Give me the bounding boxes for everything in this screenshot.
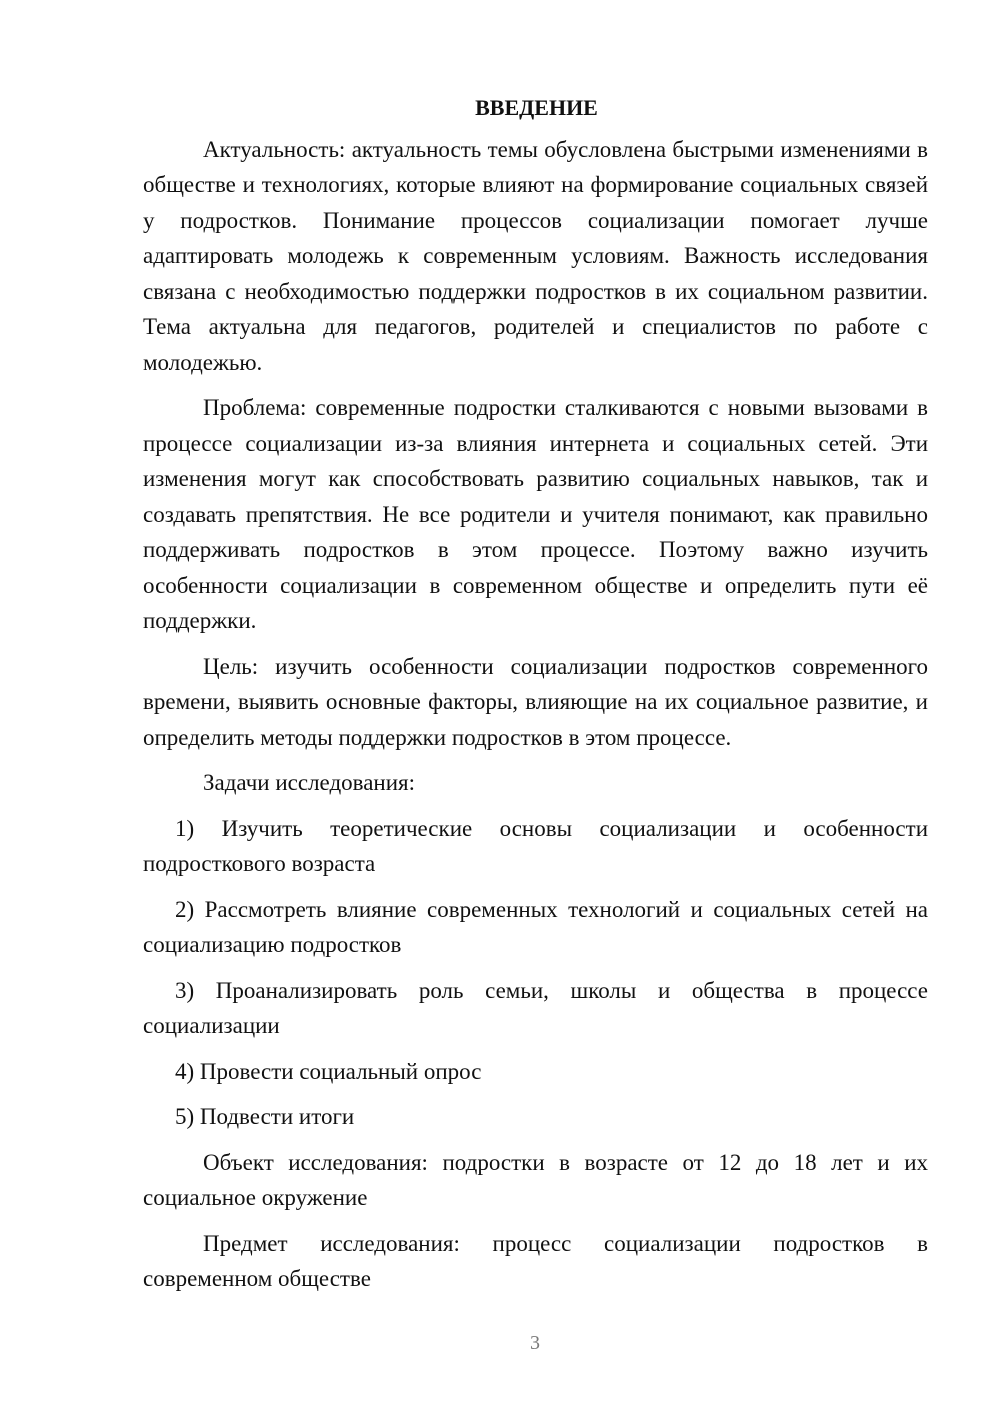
problem-paragraph: Проблема: современные подростки сталкиваются с новыми вызовами в процессе социализации из-за влияния интернета и социальных сетей. Эти изменения могут как способствовать развитию социальных навыков, так и создавать препятствия. Не все родители и учителя понимают, как правильно поддерживать подростков в этом процессе. Поэтому важно изучить особенности социализации в современном обществе и определить пути её поддержки. xyxy=(143,395,928,633)
object-paragraph: Объект исследования: подростки в возрасте от 12 до 18 лет и их социальное окружение xyxy=(143,1149,928,1210)
task-item-2: 2) Рассмотреть влияние современных технологий и социальных сетей на социализацию подростков xyxy=(143,896,928,957)
tasks-heading: Задачи исследования: xyxy=(203,770,416,795)
task-item-1: 1) Изучить теоретические основы социализации и особенности подросткового возраста xyxy=(143,815,928,876)
task-item-3: 3) Проанализировать роль семьи, школы и общества в процессе социализации xyxy=(143,977,928,1038)
page-number: 3 xyxy=(530,1332,540,1354)
task-item-5: 5) Подвести итоги xyxy=(175,1104,355,1129)
task-item-4: 4) Провести социальный опрос xyxy=(175,1058,482,1084)
page-title: ВВЕДЕНИЕ xyxy=(475,95,598,120)
page-content xyxy=(143,90,928,1297)
goal-paragraph: Цель: изучить особенности социализации подростков современного времени, выявить основные факторы, влияющие на их социальное развитие, и определить методы поддержки подростков в этом процессе. xyxy=(143,653,928,750)
relevance-paragraph: Актуальность: актуальность темы обусловлена быстрыми изменениями в обществе и технологиях, которые влияют на формирование социальных связей у подростков. Понимание процессов социализации помогает лучше адаптировать молодежь к современным условиям. Важность исследования связана с необходимостью поддержки подростков в их социальном развитии. Тема актуальна для педагогов, родителей и специалистов по работе с молодежью. xyxy=(143,136,928,375)
subject-paragraph: Предмет исследования: процесс социализации подростков в современном обществе xyxy=(143,1230,928,1291)
